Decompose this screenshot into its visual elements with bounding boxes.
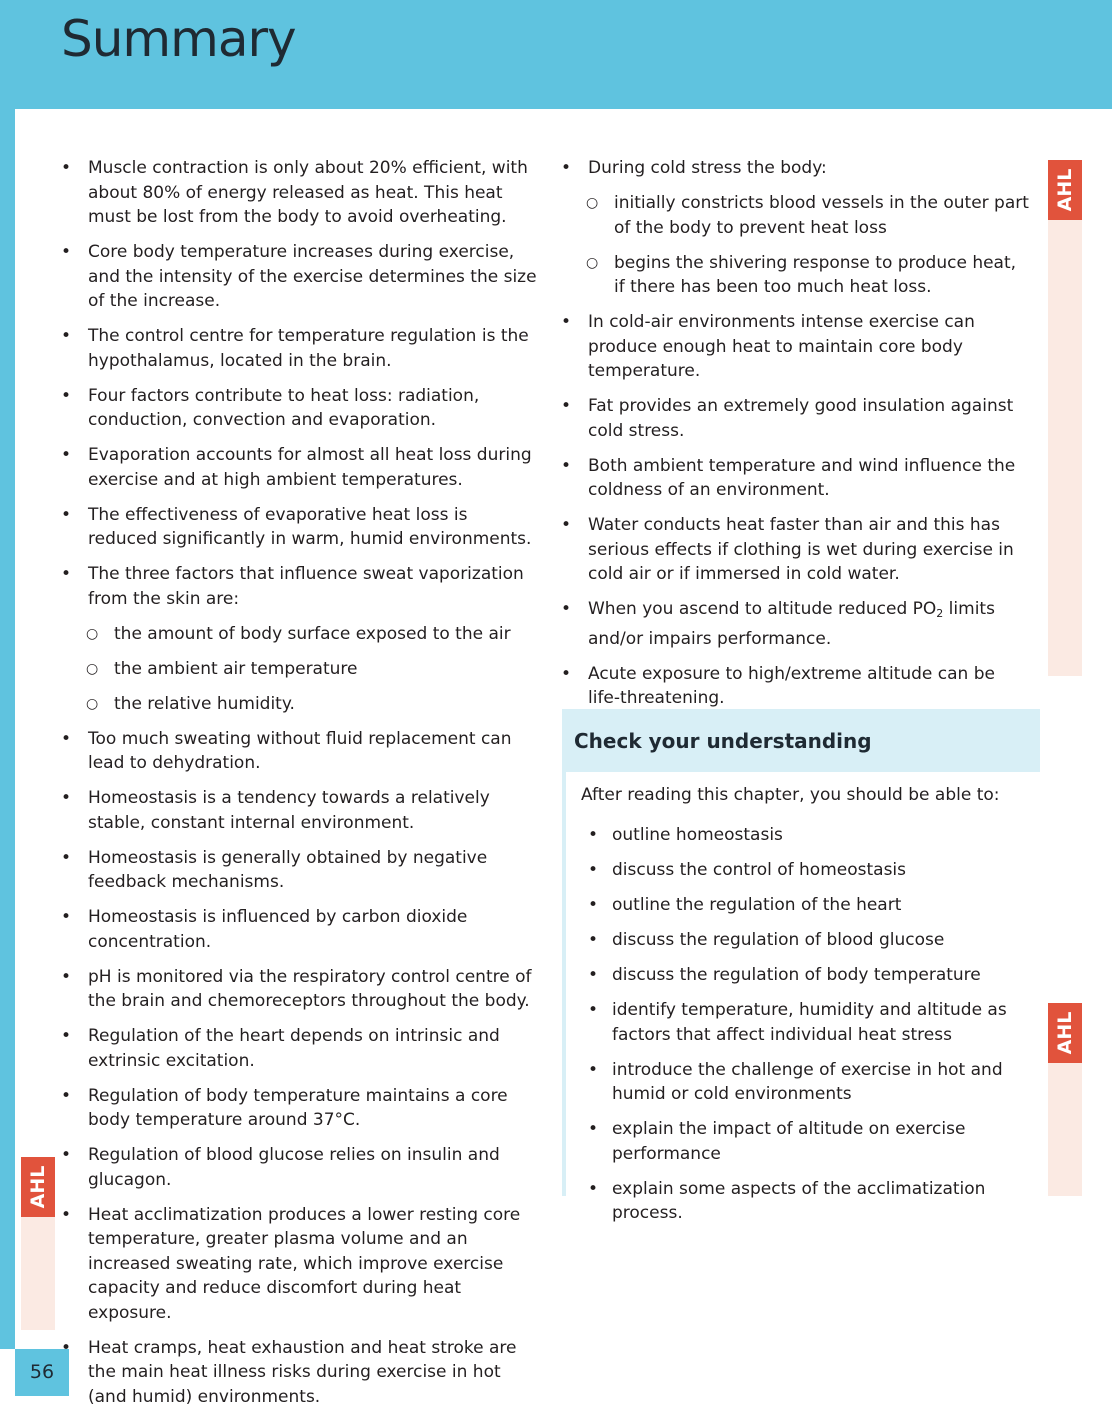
bullet-icon: • [61,1145,72,1165]
objective-item [588,823,1038,848]
bullet-icon: • [561,663,572,684]
list-item-text: the amount of body surface exposed to the air [114,623,511,644]
objective-text: identify temperature, humidity and altitude as factors that affect individual heat stress [612,1000,1007,1045]
ahl-label: AHL [21,1157,55,1217]
objective-text: introduce the challenge of exercise in hot and humid or cold environments [612,1059,1003,1104]
list-item [561,513,1031,587]
list-item-text: Homeostasis is influenced by carbon dioxide concentration. [88,907,468,952]
check-understanding-box [562,709,1040,1223]
objectives-list [588,823,1038,1236]
list-item [61,156,541,230]
list-item [61,1336,541,1410]
list-item-text: Regulation of body temperature maintains a core body temperature around 37°C. [88,1085,508,1130]
check-understanding-heading: Check your understanding [574,729,872,753]
bullet-icon: • [61,907,72,927]
objective-item [588,858,1038,883]
list-item-text: Both ambient temperature and wind influence the coldness of an environment. [588,455,1016,500]
bullet-icon: • [588,965,599,985]
list-item [61,562,541,611]
list-item [61,324,541,373]
list-item-text: Heat cramps, heat exhaustion and heat stroke are the main heat illness risks during exercise in hot (and humid) environments. [88,1337,517,1407]
objective-text: outline the regulation of the heart [612,895,902,915]
objective-text: outline homeostasis [612,825,783,845]
objective-item [588,998,1038,1047]
list-item-text: Water conducts heat faster than air and this has serious effects if clothing is wet during exercise in cold air or if immersed in cold water. [588,515,1014,584]
list-item-text: Muscle contraction is only about 20% efficient, with about 80% of energy released as heat. This heat must be lost from the body to avoid overheating. [88,158,528,227]
list-item-text: Too much sweating without fluid replacement can lead to dehydration. [88,728,512,773]
list-item-text: Core body temperature increases during exercise, and the intensity of the exercise determines the size of the increase. [88,242,537,311]
list-item [61,1024,541,1073]
list-item [561,394,1031,443]
list-item-text: the relative humidity. [114,693,295,714]
list-item-text: the ambient air temperature [114,658,358,679]
list-item-text: Homeostasis is generally obtained by negative feedback mechanisms. [88,847,488,892]
page-header [0,0,1112,109]
check-understanding-intro: After reading this chapter, you should be able to: [581,785,1000,805]
list-item-text: Fat provides an extremely good insulation against cold stress. [588,396,1014,441]
list-item [61,384,541,433]
objective-text: explain some aspects of the acclimatization process. [612,1178,986,1223]
list-item-text: During cold stress the body: [588,158,827,178]
list-item-text: Evaporation accounts for almost all heat loss during exercise and at high ambient temperatures. [88,445,532,490]
bullet-icon: • [61,158,72,178]
list-item [61,846,541,895]
list-item-text: Regulation of blood glucose relies on insulin and glucagon. [88,1145,500,1190]
list-item [561,454,1031,503]
list-item-text: Homeostasis is a tendency towards a relatively stable, constant internal environment. [88,788,490,833]
list-item [61,443,541,492]
objective-text: explain the impact of altitude on exercise performance [612,1119,966,1164]
bullet-icon: • [588,825,599,845]
sub-list-item [561,251,1031,300]
bullet-icon: • [561,396,572,416]
bullet-icon: • [561,515,572,535]
list-item [561,662,1031,711]
bullet-icon: • [61,728,72,749]
list-item-text: begins the shivering response to produce heat, if there has been too much heat loss. [614,252,1017,297]
list-item [561,310,1031,384]
bullet-icon: • [561,312,572,332]
bullet-icon: • [61,847,72,868]
circle-bullet-icon: ○ [86,660,99,677]
objective-item [588,1058,1038,1107]
list-item-text: The control centre for temperature regulation is the hypothalamus, located in the brain. [88,326,529,371]
bullet-icon: • [588,1000,599,1020]
list-item [61,727,541,776]
summary-list-left [61,156,541,1420]
bullet-icon: • [61,326,72,346]
ahl-marker-right-top [1048,160,1082,676]
list-item [61,786,541,835]
bullet-icon: • [588,930,599,950]
circle-bullet-icon: ○ [586,254,599,271]
list-item-text: The effectiveness of evaporative heat loss is reduced significantly in warm, humid environments. [88,504,532,549]
list-item-text: limits and/or impairs performance. [588,599,995,649]
bullet-icon: • [61,504,72,525]
check-understanding-body [562,772,1040,1223]
objective-item [588,963,1038,988]
bullet-icon: • [61,564,72,584]
list-item [561,156,1031,181]
sub-list-item [61,692,541,717]
circle-bullet-icon: ○ [86,695,99,712]
objective-text: discuss the regulation of body temperature [612,965,981,985]
ahl-label: AHL [1048,160,1082,220]
bullet-icon: • [561,455,572,476]
bullet-icon: • [588,895,599,915]
list-item-text: Regulation of the heart depends on intrinsic and extrinsic excitation. [88,1026,500,1071]
subscript-text: 2 [936,607,944,620]
ahl-marker-left [21,1157,55,1330]
objective-item [588,1117,1038,1166]
bullet-icon: • [61,242,72,262]
list-item [561,597,1031,651]
list-item-text: Acute exposure to high/extreme altitude can be life-threatening. [588,663,995,708]
objective-item [588,893,1038,918]
sub-list-item [61,657,541,682]
list-item-text: When you ascend to altitude reduced PO [588,599,937,619]
list-item [61,1143,541,1192]
circle-bullet-icon: ○ [86,625,99,642]
objective-item [588,928,1038,953]
list-item [61,965,541,1014]
bullet-icon: • [61,788,72,808]
list-item [61,1084,541,1133]
list-item-text: The three factors that influence sweat vaporization from the skin are: [88,564,524,609]
page-title: Summary [61,10,296,68]
list-item-text: In cold-air environments intense exercise can produce enough heat to maintain core body temperature. [588,312,975,381]
bullet-icon: • [588,1059,599,1080]
bullet-icon: • [61,385,72,406]
bullet-icon: • [588,860,599,880]
list-item-text: pH is monitored via the respiratory control centre of the brain and chemoreceptors throughout the body. [88,966,532,1011]
circle-bullet-icon: ○ [586,195,599,211]
objective-text: discuss the control of homeostasis [612,860,907,880]
list-item [61,503,541,552]
bullet-icon: • [61,966,72,987]
bullet-icon: • [61,1337,72,1358]
list-item-text: Heat acclimatization produces a lower resting core temperature, greater plasma volume and an increased sweating rate, which improve exercise capacity and reduce discomfort during heat exposure. [88,1204,521,1323]
sub-list-item [61,622,541,647]
bullet-icon: • [61,1085,72,1106]
bullet-icon: • [561,599,572,619]
list-item-text: Four factors contribute to heat loss: radiation, conduction, convection and evaporation. [88,385,480,430]
sub-list-item [561,191,1031,240]
check-understanding-header [562,709,1040,772]
ahl-marker-right-bottom [1048,1003,1082,1196]
page-number: 56 [15,1349,69,1396]
summary-list-right [561,156,1031,721]
bullet-icon: • [61,445,72,465]
objective-text: discuss the regulation of blood glucose [612,930,945,950]
bullet-icon: • [561,158,572,178]
bullet-icon: • [61,1204,72,1225]
list-item [61,240,541,314]
objective-item [588,1177,1038,1226]
list-item [61,905,541,954]
list-item-text: initially constricts blood vessels in the outer part of the body to prevent heat loss [614,193,1029,238]
list-item [61,1203,541,1326]
bullet-icon: • [588,1119,599,1139]
bullet-icon: • [588,1178,599,1199]
left-margin-bar [0,109,15,1349]
bullet-icon: • [61,1026,72,1046]
ahl-label: AHL [1048,1003,1082,1063]
